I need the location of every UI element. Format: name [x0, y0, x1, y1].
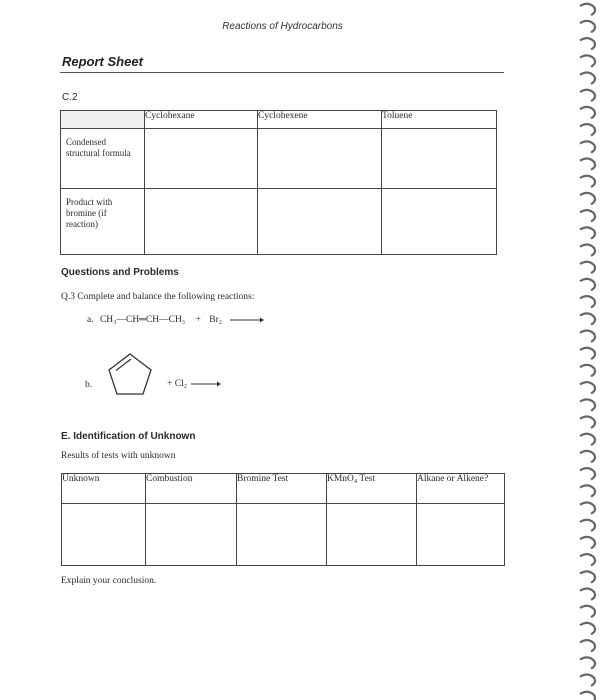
table-row	[61, 129, 497, 189]
spiral-coil	[580, 193, 595, 204]
spiral-coil	[580, 38, 595, 49]
spiral-coil	[580, 159, 595, 170]
spiral-coil	[580, 279, 595, 290]
spiral-coil	[580, 262, 595, 273]
table-row	[62, 504, 505, 566]
spiral-coil	[580, 571, 595, 582]
title-divider	[60, 72, 504, 73]
hydrocarbon-table	[60, 110, 497, 255]
questions-heading: Questions and Problems	[61, 267, 179, 278]
spiral-coil	[580, 468, 595, 479]
answer-cell[interactable]	[417, 504, 505, 566]
page-header-title: Reactions of Hydrocarbons	[222, 21, 343, 32]
answer-cell[interactable]	[237, 504, 327, 566]
spiral-coil	[580, 657, 595, 668]
column-header: KMnO₄ Test	[327, 474, 417, 504]
spiral-coil	[580, 434, 595, 445]
spiral-coil	[580, 537, 595, 548]
spiral-coil	[580, 348, 595, 359]
section-label: C.2	[62, 92, 78, 103]
spiral-coil	[580, 227, 595, 238]
spiral-coil	[580, 4, 595, 15]
spiral-coil	[580, 210, 595, 221]
column-header: Bromine Test	[237, 474, 327, 504]
column-header: Toluene	[382, 111, 497, 129]
spiral-coil	[580, 55, 595, 66]
reaction-a-reagent: Br₂	[209, 315, 223, 325]
spiral-coil	[580, 382, 595, 393]
reaction-a-label: a.	[87, 315, 94, 325]
plus-sign: +	[195, 315, 201, 325]
cyclopentene-icon	[105, 350, 155, 398]
column-header: Cyclohexene	[258, 111, 382, 129]
spiral-coil	[580, 141, 595, 152]
answer-cell[interactable]	[62, 504, 146, 566]
reaction-arrow-icon	[191, 380, 221, 388]
section-e-heading: E. Identification of Unknown	[61, 431, 196, 442]
answer-cell[interactable]	[382, 129, 497, 189]
spiral-coil	[580, 176, 595, 187]
column-header: Cyclohexane	[145, 111, 258, 129]
spiral-coil	[580, 503, 595, 514]
spiral-coil	[580, 520, 595, 531]
spiral-coil	[580, 399, 595, 410]
reaction-arrow-icon	[230, 316, 264, 324]
reaction-b-reagent: + Cl₂	[167, 379, 188, 389]
reaction-a-reactant: CH₃—CH═CH—CH₃	[99, 315, 186, 325]
spiral-coil	[580, 124, 595, 135]
spiral-coil	[580, 417, 595, 428]
column-header: Combustion	[146, 474, 237, 504]
reaction-b-label: b.	[85, 380, 93, 390]
table-row	[61, 189, 497, 255]
answer-cell[interactable]	[146, 504, 237, 566]
spiral-coil	[580, 623, 595, 634]
answer-cell[interactable]	[258, 129, 382, 189]
spiral-coil	[580, 296, 595, 307]
spiral-coil	[580, 245, 595, 256]
spiral-coil	[580, 589, 595, 600]
row-label: Product with bromine (if reaction)	[61, 189, 145, 255]
question-3: Q.3 Complete and balance the following reactions:	[61, 292, 255, 302]
answer-cell[interactable]	[145, 189, 258, 255]
conclusion-prompt: Explain your conclusion.	[61, 576, 157, 586]
answer-cell[interactable]	[258, 189, 382, 255]
answer-cell[interactable]	[382, 189, 497, 255]
column-header: Unknown	[62, 474, 146, 504]
reaction-b	[167, 379, 221, 389]
unknown-test-table	[61, 473, 505, 566]
spiral-coil	[580, 554, 595, 565]
spiral-coil	[580, 692, 595, 700]
spiral-binding	[574, 0, 601, 700]
hydrocarbon-table-header	[61, 111, 497, 129]
unknown-table-header	[62, 474, 505, 504]
spiral-coil	[580, 451, 595, 462]
spiral-coil	[580, 485, 595, 496]
spiral-coil	[580, 640, 595, 651]
answer-cell[interactable]	[145, 129, 258, 189]
spiral-coil	[580, 90, 595, 101]
spiral-coil	[580, 107, 595, 118]
row-label: Condensed structural formula	[61, 129, 145, 189]
spiral-coil	[580, 675, 595, 686]
spiral-coil	[580, 365, 595, 376]
column-header: Alkane or Alkene?	[417, 474, 505, 504]
corner-cell	[61, 111, 145, 129]
answer-cell[interactable]	[327, 504, 417, 566]
spiral-coil	[580, 331, 595, 342]
spiral-coil	[580, 313, 595, 324]
report-sheet-title: Report Sheet	[62, 54, 143, 69]
spiral-coil	[580, 606, 595, 617]
spiral-coil	[580, 73, 595, 84]
section-e-subtitle: Results of tests with unknown	[61, 451, 176, 461]
reaction-a	[87, 315, 264, 325]
spiral-coil	[580, 21, 595, 32]
